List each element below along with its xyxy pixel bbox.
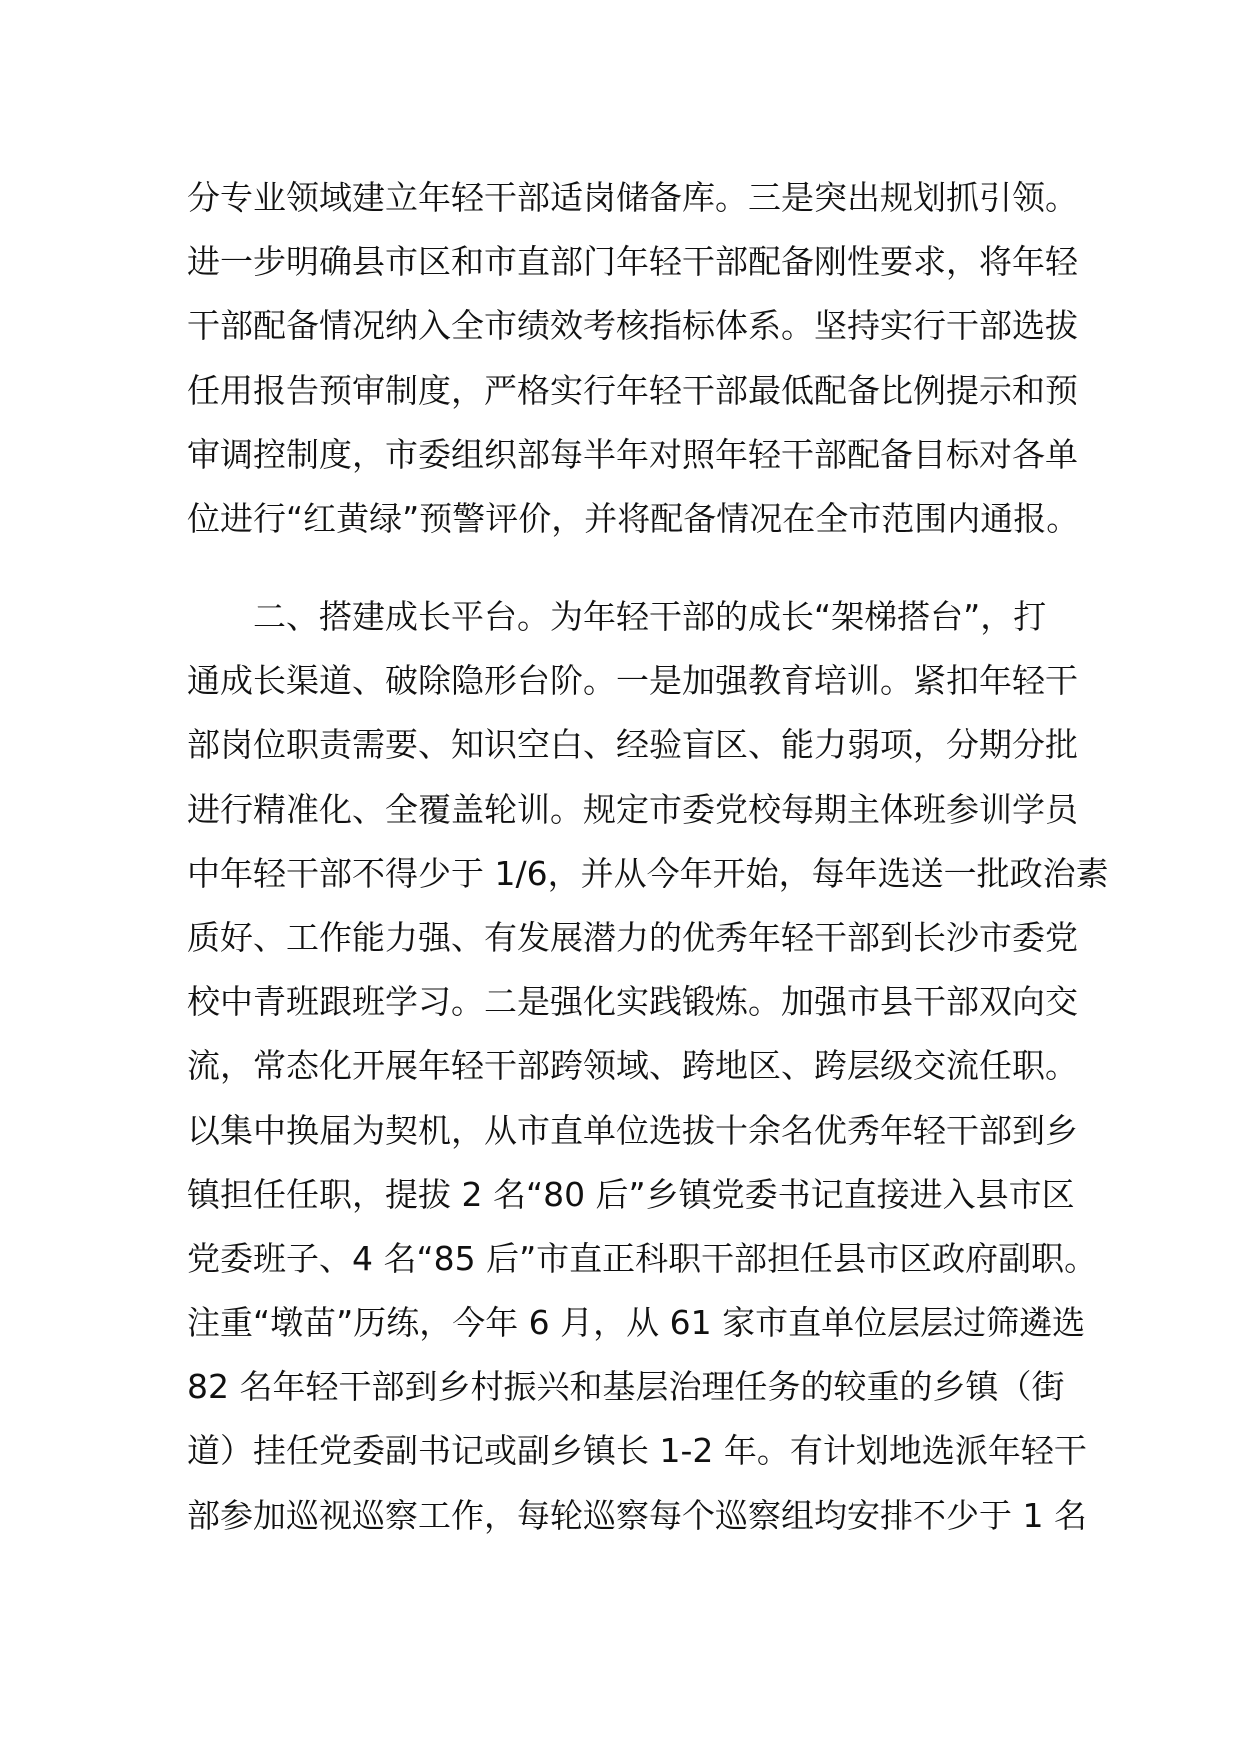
paragraph-1-line-5: 审调控制度，市委组织部每半年对照年轻干部配备目标对各单 (187, 434, 1078, 474)
paragraph-2-line-2: 通成长渠道、破除隐形台阶。一是加强教育培训。紧扣年轻干 (187, 661, 1078, 701)
paragraph-2-line-1: 二、搭建成长平台。为年轻干部的成长“架梯搭台”，打 (253, 597, 1047, 636)
paragraph-2-line-13: 82 名年轻干部到乡村振兴和基层治理任务的较重的乡镇（街 (187, 1367, 1065, 1407)
paragraph-2 (187, 585, 1109, 1548)
paragraph-2-line-14: 道）挂任党委副书记或副乡镇长 1-2 年。有计划地选派年轻干 (187, 1431, 1087, 1471)
paragraph-2-line-4: 进行精准化、全覆盖轮训。规定市委党校每期主体班参训学员 (187, 789, 1078, 829)
paragraph-1-line-1: 分专业领域建立年轻干部适岗储备库。三是突出规划抓引领。 (187, 178, 1078, 217)
paragraph-1 (187, 166, 1080, 551)
paragraph-2-line-9: 以集中换届为契机，从市直单位选拔十余名优秀年轻干部到乡 (187, 1110, 1078, 1150)
paragraph-2-line-7: 校中青班跟班学习。二是强化实践锻炼。加强市县干部双向交 (187, 982, 1078, 1022)
paragraph-2-line-3: 部岗位职责需要、知识空白、经验盲区、能力弱项，分期分批 (187, 725, 1078, 765)
paragraph-1-line-3: 干部配备情况纳入全市绩效考核指标体系。坚持实行干部选拔 (187, 306, 1078, 346)
paragraph-2-line-6: 质好、工作能力强、有发展潜力的优秀年轻干部到长沙市委党 (187, 917, 1078, 957)
paragraph-1-line-6: 位进行“红黄绿”预警评价，并将配备情况在全市范围内通报。 (187, 498, 1080, 538)
paragraph-2-line-15: 部参加巡视巡察工作，每轮巡察每个巡察组均安排不少于 1 名 (187, 1495, 1087, 1535)
paragraph-1-line-2: 进一步明确县市区和市直部门年轻干部配备刚性要求，将年轻 (187, 242, 1078, 282)
paragraph-2-line-11: 党委班子、4 名“85 后”市直正科职干部担任县市区政府副职。 (187, 1238, 1098, 1278)
paragraph-1-line-4: 任用报告预审制度，严格实行年轻干部最低配备比例提示和预 (187, 370, 1078, 410)
paragraph-2-line-12: 注重“墩苗”历练，今年 6 月，从 61 家市直单位层层过筛遴选 (187, 1303, 1086, 1343)
paragraph-2-line-10: 镇担任任职，提拔 2 名“80 后”乡镇党委书记直接进入县市区 (187, 1174, 1075, 1214)
paragraph-2-line-5: 中年轻干部不得少于 1/6，并从今年开始，每年选送一批政治素 (187, 853, 1109, 893)
paragraph-2-line-8: 流，常态化开展年轻干部跨领域、跨地区、跨层级交流任职。 (187, 1046, 1078, 1086)
